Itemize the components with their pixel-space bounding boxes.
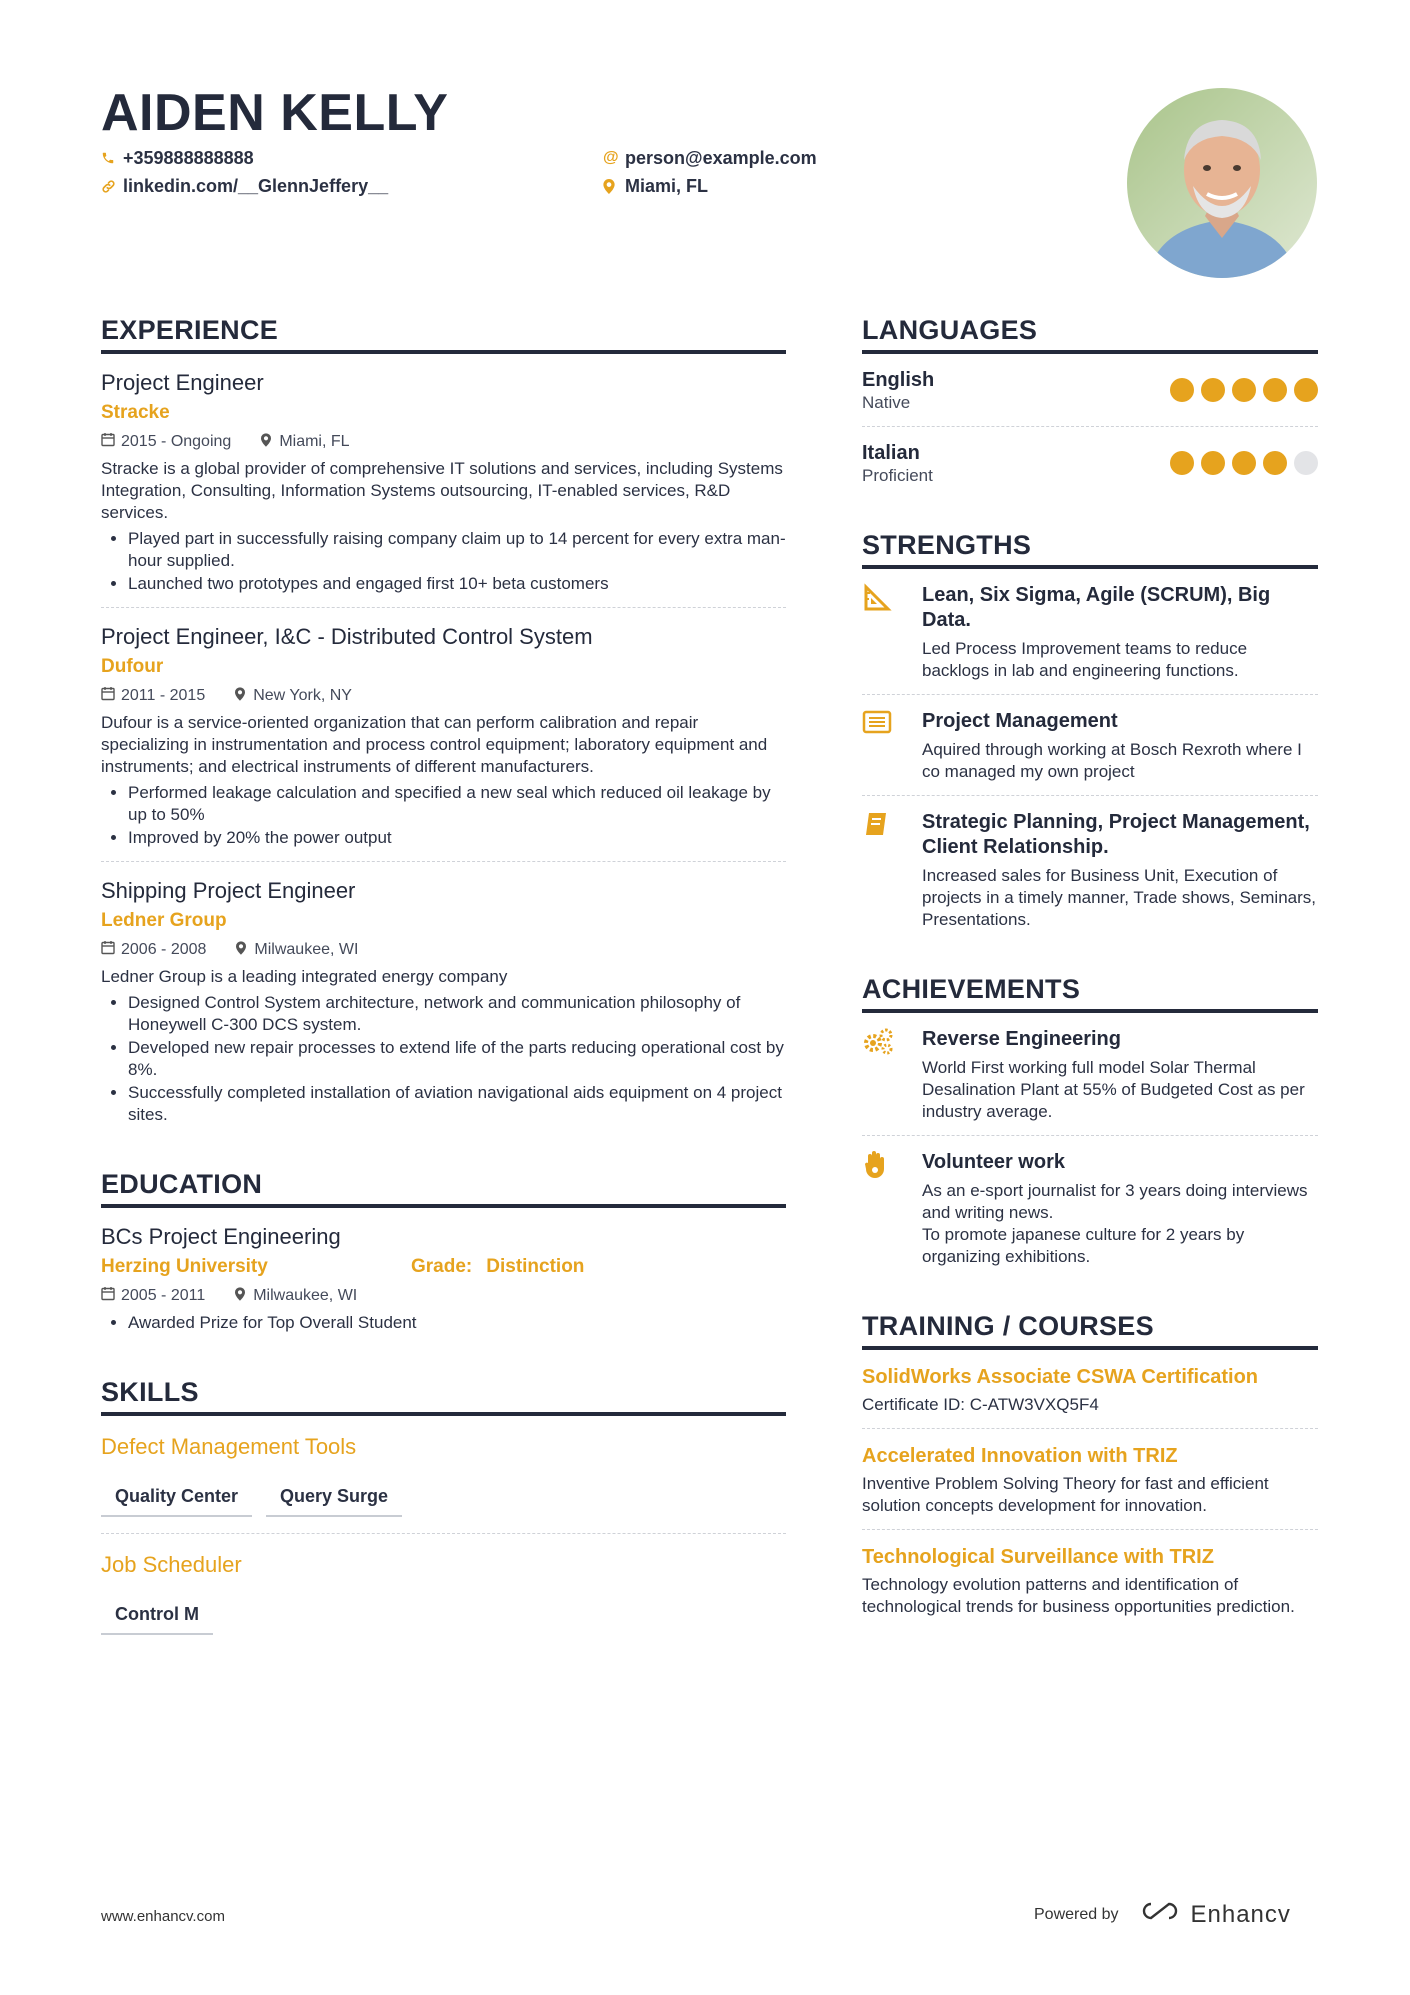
candidate-name: AIDEN KELLY (101, 84, 449, 142)
skill-category: Job Scheduler (101, 1552, 242, 1577)
location-contact (603, 174, 708, 198)
experience-entry (101, 368, 786, 608)
education-list (101, 1312, 786, 1334)
achievement-list (101, 782, 786, 849)
experience-entry (101, 876, 786, 1126)
list-item: • Designed Control System architecture, network and communication philosophy of Honeywell C-300 DCS system. (128, 992, 786, 1036)
strength-title: Project Management (922, 710, 1118, 732)
hand-icon (862, 1150, 922, 1268)
achievement-item (862, 1136, 1318, 1268)
strength-item (862, 569, 1318, 682)
map-pin-icon (261, 430, 279, 454)
section-rule (101, 350, 786, 354)
strength-item (862, 695, 1318, 783)
company-description: Stracke is a global provider of comprehensive IT solutions and services, including Systems Integration, Consulting, Information Systems outsourcing, IT-enabled services, R&D services. (101, 459, 783, 522)
divider (862, 1529, 1318, 1530)
achievement-title: Volunteer work (922, 1151, 1065, 1173)
strengths-heading: STRENGTHS (862, 530, 1032, 560)
right-column (862, 312, 1318, 1618)
ruler-triangle-icon (862, 583, 922, 682)
map-pin-icon (235, 684, 253, 708)
course-item (862, 1364, 1318, 1429)
strength-item (862, 796, 1318, 931)
education-heading: EDUCATION (101, 1169, 263, 1199)
list-item: • Launched two prototypes and engaged first 10+ beta customers (128, 573, 786, 595)
company-description: Dufour is a service-oriented organization that can perform calibration and repair specializing in instrumentation and process control equipment; laboratory equipment and instruments; and electrical instruments of different manufacturers. (101, 713, 768, 776)
profile-photo (1127, 88, 1317, 278)
courses-heading: TRAINING / COURSES (862, 1311, 1154, 1341)
list-item: • Improved by 20% the power output (128, 827, 786, 849)
rating-dot (1170, 451, 1194, 475)
entry-location: New York, NY (253, 687, 352, 704)
list-item: • Awarded Prize for Top Overall Student (128, 1312, 786, 1334)
course-title: Technological Surveillance with TRIZ (862, 1546, 1214, 1568)
entry-meta (101, 684, 786, 708)
experience-heading: EXPERIENCE (101, 315, 279, 345)
achievement-description: World First working full model Solar Thermal Desalination Plant at 55% of Budgeted Cost as per industry average. (922, 1058, 1305, 1121)
list-item: • Performed leakage calculation and specified a new seal which reduced oil leakage by up to 50% (128, 782, 786, 826)
skill-category: Defect Management Tools (101, 1434, 357, 1459)
achievement-description: As an e-sport journalist for 3 years doing interviews and writing news. To promote japanese culture for 2 years by organizing exhibitions. (922, 1181, 1308, 1266)
book-icon (862, 810, 922, 931)
course-item (862, 1544, 1318, 1618)
entry-dates: 2006 - 2008 (121, 941, 207, 958)
entry-dates: 2015 - Ongoing (121, 433, 232, 450)
strength-description: Led Process Improvement teams to reduce backlogs in lab and engineering functions. (922, 639, 1248, 680)
phone-contact (101, 146, 254, 170)
rating-dot (1263, 378, 1287, 402)
language-level: Native (862, 393, 911, 412)
gears-icon (862, 1027, 922, 1123)
calendar-icon (101, 684, 121, 708)
map-pin-icon (235, 1284, 253, 1308)
rating-dot (1263, 451, 1287, 475)
rating-dot (1201, 378, 1225, 402)
rating-dot (1170, 378, 1194, 402)
calendar-icon (101, 938, 121, 962)
divider (862, 1428, 1318, 1429)
brand-logo[interactable] (1137, 1900, 1291, 1929)
list-item: • Developed new repair processes to extend life of the parts reducing operational cost by 8%. (128, 1037, 786, 1081)
section-rule (101, 1412, 786, 1416)
achievement-list (101, 528, 786, 595)
grade-value: Distinction (486, 1256, 585, 1277)
course-description: Certificate ID: C-ATW3VXQ5F4 (862, 1395, 1099, 1414)
skill-group (101, 1432, 786, 1534)
grade-label: Grade: (411, 1256, 473, 1277)
list-item: • Successfully completed installation of aviation navigational aids equipment on 4 project sites. (128, 1082, 786, 1126)
entry-dates: 2011 - 2015 (121, 687, 206, 704)
at-icon: @ (603, 149, 619, 166)
skill-tags (101, 1598, 786, 1635)
course-description: Inventive Problem Solving Theory for fast and efficient solution concepts development for innovation. (862, 1474, 1269, 1515)
course-description: Technology evolution patterns and identification of technological trends for business opportunities prediction. (862, 1575, 1295, 1616)
skill-tag: Query Surge (266, 1480, 402, 1517)
company-name: Dufour (101, 656, 164, 677)
calendar-icon (101, 1284, 121, 1308)
brand-name: Enhancv (1190, 1900, 1291, 1928)
phone-icon (101, 151, 123, 165)
achievement-list (101, 992, 786, 1126)
divider (101, 1533, 786, 1534)
map-pin-icon (603, 179, 625, 194)
company-description: Ledner Group is a leading integrated energy company (101, 967, 508, 986)
strength-description: Aquired through working at Bosch Rexroth where I co managed my own project (922, 740, 1302, 781)
enhancv-logo-icon (1137, 1900, 1183, 1929)
course-item (862, 1443, 1318, 1530)
achievement-title: Reverse Engineering (922, 1028, 1121, 1050)
language-rating (1170, 378, 1318, 402)
link-icon (101, 179, 123, 194)
rating-dot (1232, 378, 1256, 402)
calendar-icon (101, 430, 121, 454)
rating-dot (1201, 451, 1225, 475)
left-column (101, 312, 786, 1635)
language-name: Italian (862, 442, 920, 464)
rating-dot (1232, 451, 1256, 475)
school-name: Herzing University (101, 1256, 268, 1277)
list-item: • Played part in successfully raising company claim up to 14 percent for every extra man-hour supplied. (128, 528, 786, 572)
rating-dot (1294, 378, 1318, 402)
skill-tags (101, 1480, 786, 1517)
strength-description: Increased sales for Business Unit, Execution of projects in a timely manner, Trade shows, Seminars, Presentations. (922, 866, 1316, 929)
email-contact[interactable] (603, 146, 817, 170)
strength-title: Strategic Planning, Project Management, Client Relationship. (922, 811, 1310, 858)
company-name: Ledner Group (101, 910, 227, 931)
skill-group (101, 1550, 786, 1635)
skill-tag: Control M (101, 1598, 213, 1635)
degree-title: BCs Project Engineering (101, 1224, 341, 1249)
section-rule (101, 1204, 786, 1208)
entry-location: Miami, FL (279, 433, 350, 450)
email-text[interactable]: person@example.com (625, 147, 817, 168)
achievements-heading: ACHIEVEMENTS (862, 974, 1081, 1004)
entry-meta (101, 430, 786, 454)
location-text: Miami, FL (625, 175, 709, 196)
skills-heading: SKILLS (101, 1377, 199, 1407)
achievement-item (862, 1013, 1318, 1123)
entry-meta (101, 1284, 786, 1308)
phone-text: +359888888888 (123, 147, 254, 168)
languages-heading: LANGUAGES (862, 315, 1038, 345)
language-item (862, 354, 1318, 414)
linkedin-text[interactable]: linkedin.com/__GlennJeffery__ (123, 175, 389, 196)
education-entry (101, 1222, 786, 1334)
language-level: Proficient (862, 466, 933, 485)
language-item (862, 427, 1318, 487)
job-title: Project Engineer (101, 370, 264, 395)
entry-meta (101, 938, 786, 962)
skill-tag: Quality Center (101, 1480, 252, 1517)
language-rating (1170, 451, 1318, 475)
job-title: Shipping Project Engineer (101, 878, 356, 903)
strength-title: Lean, Six Sigma, Agile (SCRUM), Big Data. (922, 584, 1271, 631)
map-pin-icon (236, 938, 254, 962)
job-title: Project Engineer, I&C - Distributed Control System (101, 624, 593, 649)
school-row (101, 1254, 786, 1280)
entry-location: Milwaukee, WI (253, 1287, 358, 1304)
company-name: Stracke (101, 402, 170, 423)
language-name: English (862, 369, 935, 391)
footer-branding (1034, 1900, 1291, 1929)
divider (101, 861, 786, 862)
rating-dot (1294, 451, 1318, 475)
course-title: SolidWorks Associate CSWA Certification (862, 1366, 1259, 1388)
footer-website[interactable]: www.enhancv.com (101, 1908, 225, 1925)
section-rule (862, 1346, 1318, 1350)
powered-by-text: Powered by (1034, 1905, 1119, 1923)
divider (101, 607, 786, 608)
entry-location: Milwaukee, WI (254, 941, 359, 958)
experience-entry (101, 622, 786, 862)
entry-dates: 2005 - 2011 (121, 1287, 206, 1304)
list-card-icon (862, 709, 922, 783)
course-title: Accelerated Innovation with TRIZ (862, 1445, 1178, 1467)
linkedin-contact[interactable] (101, 174, 388, 198)
